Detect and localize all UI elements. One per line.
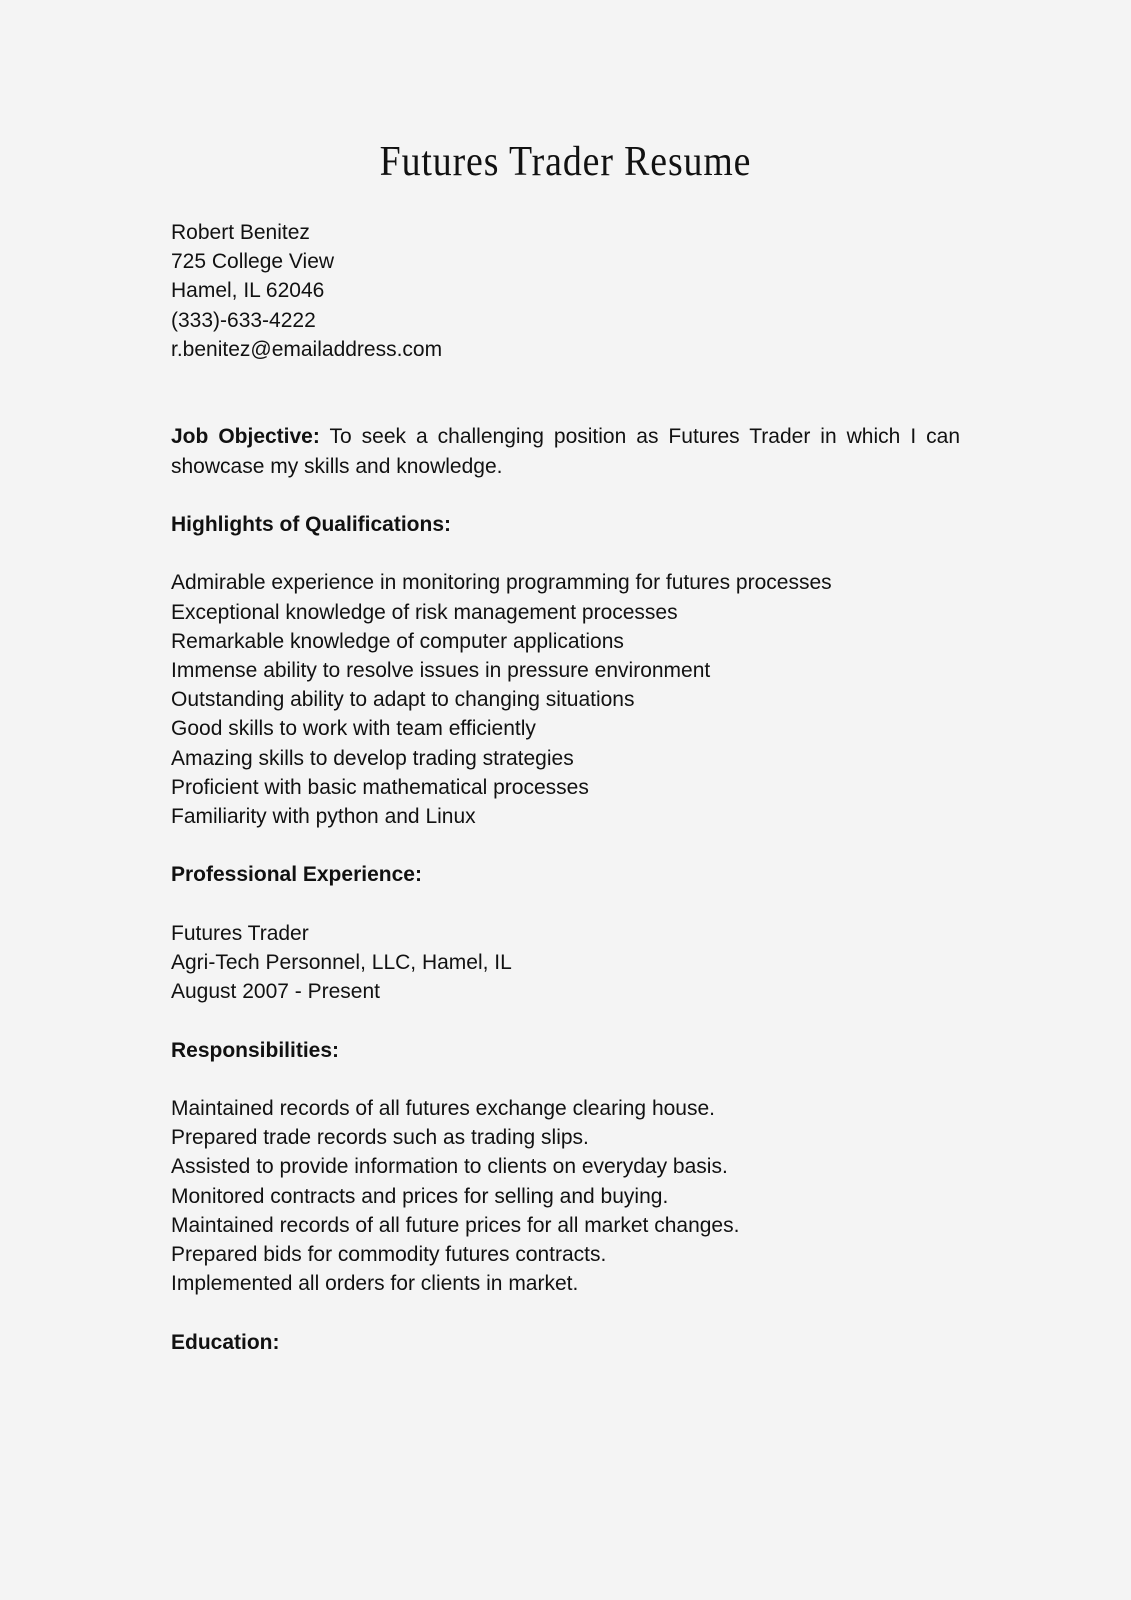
resume-body: [171, 218, 960, 1357]
list-item: Maintained records of all futures exchange clearing house.: [171, 1096, 715, 1120]
job-objective: [171, 422, 960, 480]
list-item: Maintained records of all future prices for all market changes.: [171, 1213, 740, 1237]
list-item: Implemented all orders for clients in market.: [171, 1272, 579, 1296]
responsibilities-heading: Responsibilities:: [171, 1038, 340, 1062]
list-item: Prepared bids for commodity futures contracts.: [171, 1242, 607, 1266]
list-item: Outstanding ability to adapt to changing situations: [171, 688, 635, 712]
experience-heading: Professional Experience:: [171, 863, 422, 887]
list-item: Exceptional knowledge of risk management processes: [171, 600, 678, 624]
highlights-list: [171, 568, 960, 831]
list-item: Good skills to work with team efficiently: [171, 717, 536, 741]
contact-phone: (333)-633-4222: [171, 308, 316, 332]
responsibilities-list: [171, 1094, 960, 1298]
contact-street: 725 College View: [171, 250, 335, 274]
list-item: Assisted to provide information to clients on everyday basis.: [171, 1155, 728, 1179]
highlights-heading: Highlights of Qualifications:: [171, 512, 451, 536]
page-title: Futures Trader Resume: [379, 139, 752, 185]
job-objective-text: To seek a challenging position as Futures Trader in which I can showcase my skills and knowledge.: [171, 425, 960, 478]
job-objective-label: Job Objective:: [171, 425, 320, 449]
contact-city: Hamel, IL 62046: [171, 279, 325, 303]
education-heading: Education:: [171, 1330, 280, 1354]
list-item: Amazing skills to develop trading strategies: [171, 746, 574, 770]
list-item: Familiarity with python and Linux: [171, 805, 476, 828]
contact-name: Robert Benitez: [171, 221, 310, 244]
company: Agri-Tech Personnel, LLC, Hamel, IL: [171, 950, 512, 974]
list-item: Admirable experience in monitoring programming for futures processes: [171, 571, 832, 595]
list-item: Monitored contracts and prices for selling and buying.: [171, 1184, 669, 1208]
job-title: Futures Trader: [171, 921, 309, 945]
contact-email: r.benitez@emailaddress.com: [171, 337, 443, 361]
contact-block: [171, 218, 960, 364]
list-item: Immense ability to resolve issues in pressure environment: [171, 658, 711, 682]
list-item: Prepared trade records such as trading slips.: [171, 1126, 589, 1150]
list-item: Remarkable knowledge of computer applications: [171, 629, 624, 653]
list-item: Proficient with basic mathematical processes: [171, 775, 589, 799]
job-dates: August 2007 - Present: [171, 980, 380, 1004]
